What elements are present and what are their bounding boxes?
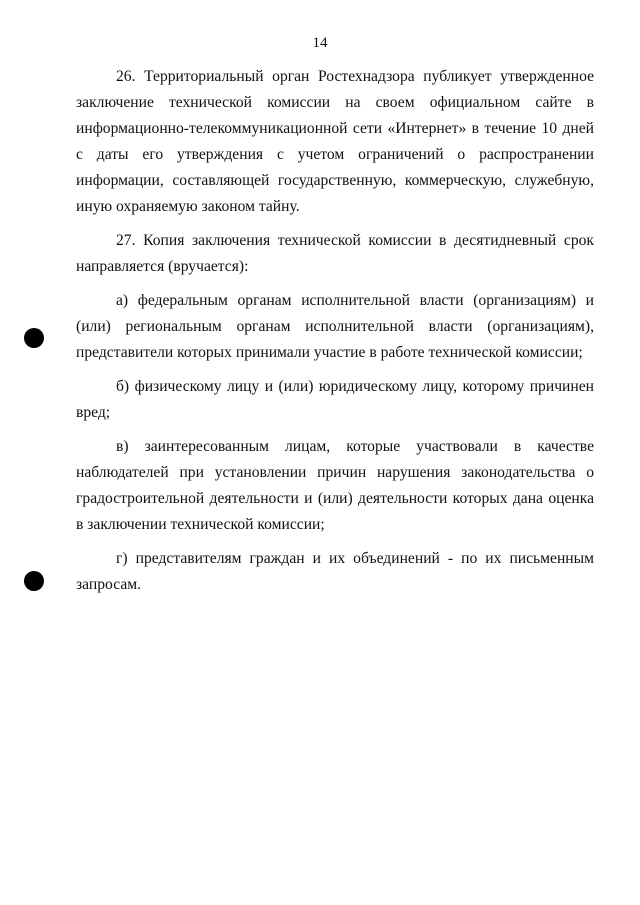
list-item-v: в) заинтересованным лицам, которые участвовали в качестве наблюдателей при установлении причин нарушения законодательства о градостроительной деятельности и (или) деятельности которых дана оценка в заключении технической комиссии; — [76, 438, 594, 533]
document-body — [76, 64, 594, 598]
punch-hole-mark — [24, 328, 44, 348]
list-item-g: г) представителям граждан и их объединений - по их письменным запросам. — [76, 550, 594, 593]
list-item-a: а) федеральным органам исполнительной власти (организациям) и (или) региональным органам исполнительной власти (организациям), представители которых принимали участие в работе технической комиссии; — [76, 292, 594, 361]
punch-hole-mark — [24, 571, 44, 591]
page-number: 14 — [312, 35, 328, 51]
list-item-b: б) физическому лицу и (или) юридическому лицу, которому причинен вред; — [76, 378, 594, 421]
paragraph-26: 26. Территориальный орган Ростехнадзора публикует утвержденное заключение технической комиссии на своем официальном сайте в информационно-телекоммуникационной сети «Интернет» в течение 10 дней с даты его утверждения с учетом ограничений о распространении информации, составляющей государственную, коммерческую, служебную, иную охраняемую законом тайну. — [76, 68, 594, 215]
paragraph-27: 27. Копия заключения технической комиссии в десятидневный срок направляется (вручается): — [76, 232, 594, 275]
